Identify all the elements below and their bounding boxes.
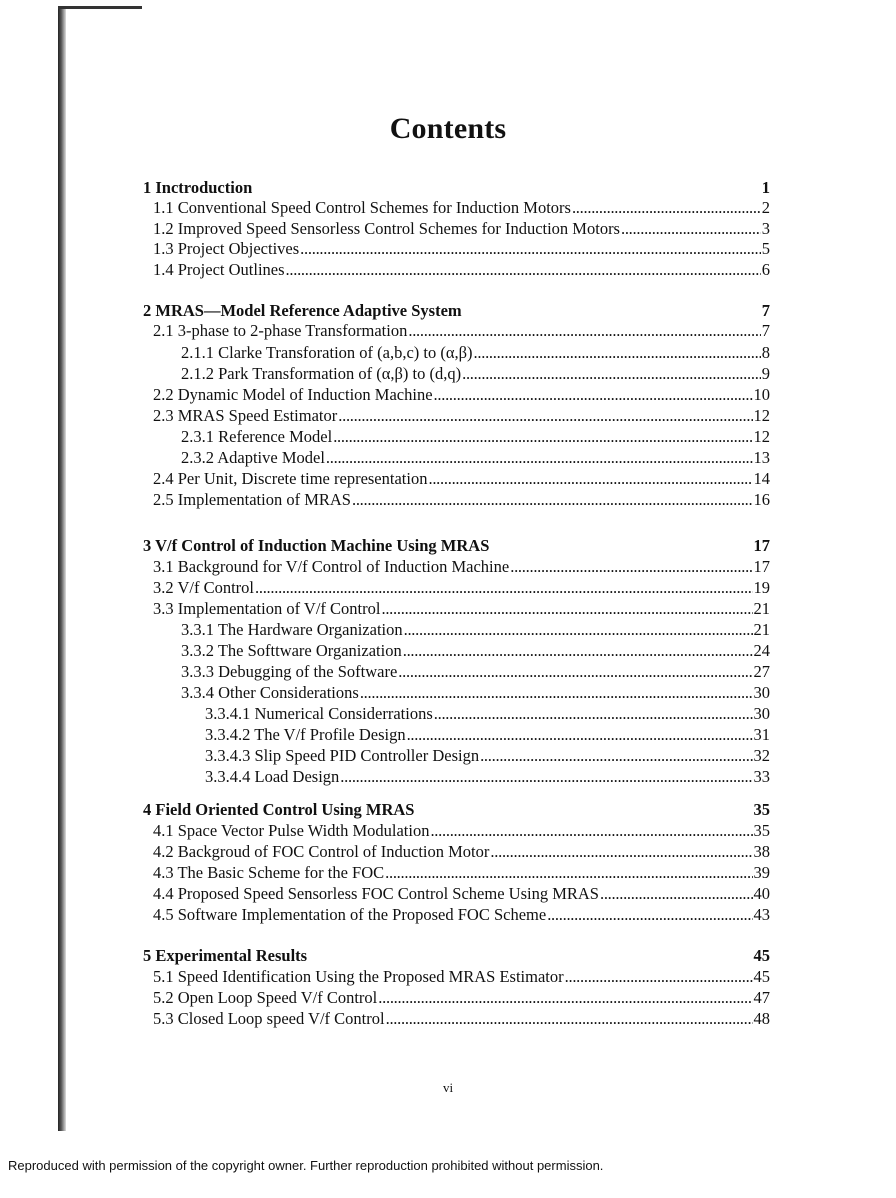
- toc-leader-dots: [378, 988, 752, 1008]
- toc-entry-label: 5 Experimental Results: [143, 946, 308, 965]
- toc-entry-page: 40: [753, 884, 770, 903]
- toc-leader-dots: [385, 863, 752, 883]
- toc-entry-page: 35: [753, 821, 770, 840]
- toc-leader-dots: [338, 406, 752, 426]
- toc-leader-dots: [480, 746, 752, 766]
- toc-entry: [205, 725, 770, 745]
- toc-entry-label: 2.2 Dynamic Model of Induction Machine: [153, 385, 433, 404]
- toc-entry-page: 17: [753, 536, 770, 555]
- toc-entry-label: 4.4 Proposed Speed Sensorless FOC Control Scheme Using MRAS: [153, 884, 599, 903]
- toc-entry-label: 2 MRAS—Model Reference Adaptive System: [143, 301, 462, 320]
- toc-entry-label: 2.1 3-phase to 2-phase Transformation: [153, 321, 408, 340]
- toc-entry-label: 2.1.1 Clarke Transforation of (a,b,c) to (α,β): [181, 343, 473, 362]
- toc-leader-dots: [434, 385, 753, 405]
- toc-entry-label: 5.2 Open Loop Speed V/f Control: [153, 988, 378, 1007]
- toc-leader-dots: [386, 1009, 753, 1029]
- toc-entry-label: 4.2 Backgroud of FOC Control of Induction Motor: [153, 842, 490, 861]
- toc-entry-page: 30: [753, 704, 770, 723]
- toc-entry: [153, 219, 770, 239]
- toc-leader-dots: [403, 641, 753, 661]
- toc-entry: [153, 557, 770, 577]
- toc-entry-page: 3: [761, 219, 770, 238]
- toc-leader-dots: [462, 364, 761, 384]
- toc-leader-dots: [300, 239, 761, 259]
- toc-entry: [181, 364, 770, 384]
- toc-entry-label: 2.3.1 Reference Model: [181, 427, 333, 446]
- toc-entry-label: 4.5 Software Implementation of the Proposed FOC Scheme: [153, 905, 547, 924]
- toc-leader-dots: [340, 767, 752, 787]
- toc-leader-dots: [407, 725, 753, 745]
- toc-entry-page: 30: [753, 683, 770, 702]
- toc-entry-page: 43: [753, 905, 770, 924]
- toc-entry-page: 9: [761, 364, 770, 383]
- toc-entry-page: 12: [753, 406, 770, 425]
- toc-entry-page: 39: [753, 863, 770, 882]
- toc-leader-dots: [333, 427, 752, 447]
- toc-entry-label: 1.4 Project Outlines: [153, 260, 285, 279]
- toc-entry-page: 31: [753, 725, 770, 744]
- toc-chapter: [143, 301, 770, 321]
- toc-entry-label: 3.1 Background for V/f Control of Induction Machine: [153, 557, 510, 576]
- toc-entry-page: 21: [753, 620, 770, 639]
- toc-entry: [205, 746, 770, 766]
- toc-entry: [181, 641, 770, 661]
- toc-leader-dots: [510, 557, 752, 577]
- toc-entry: [153, 884, 770, 904]
- toc-entry-label: 3.3.4.4 Load Design: [205, 767, 340, 786]
- toc-entry-page: 33: [753, 767, 770, 786]
- toc-entry-label: 4.3 The Basic Scheme for the FOC: [153, 863, 385, 882]
- toc-entry-label: 3.3.4.3 Slip Speed PID Controller Design: [205, 746, 480, 765]
- toc-entry-page: 19: [753, 578, 770, 597]
- toc-entry: [153, 260, 770, 280]
- toc-entry-page: 24: [753, 641, 770, 660]
- toc-entry-label: 1.3 Project Objectives: [153, 239, 300, 258]
- toc-leader-dots: [565, 967, 753, 987]
- toc-leader-dots: [360, 683, 753, 703]
- toc-chapter: [143, 178, 770, 198]
- toc-entry-label: 2.4 Per Unit, Discrete time representation: [153, 469, 428, 488]
- toc-entry-page: 8: [761, 343, 770, 362]
- toc-entry-page: 32: [753, 746, 770, 765]
- toc-entry: [181, 427, 770, 447]
- toc-leader-dots: [572, 198, 761, 218]
- toc-entry-label: 3.3.1 The Hardware Organization: [181, 620, 403, 639]
- toc-entry-page: 35: [753, 800, 770, 819]
- toc-entry: [153, 821, 770, 841]
- toc-entry: [153, 967, 770, 987]
- toc-leader-dots: [600, 884, 753, 904]
- toc-entry: [153, 321, 770, 341]
- toc-chapter: [143, 946, 770, 966]
- toc-leader-dots: [474, 343, 761, 363]
- toc-leader-dots: [547, 905, 752, 925]
- toc-leader-dots: [428, 469, 752, 489]
- page-number: vi: [442, 1080, 454, 1095]
- toc-entry-page: 45: [753, 967, 770, 986]
- toc-entry: [153, 239, 770, 259]
- toc-leader-dots: [255, 578, 753, 598]
- toc-entry-page: 27: [753, 662, 770, 681]
- toc-entry-label: 1.1 Conventional Speed Control Schemes for Induction Motors: [153, 198, 571, 217]
- toc-leader-dots: [408, 321, 760, 341]
- toc-entry-label: 5.1 Speed Identification Using the Proposed MRAS Estimator: [153, 967, 564, 986]
- toc-leader-dots: [398, 662, 752, 682]
- toc-entry: [153, 1009, 770, 1029]
- toc-entry: [153, 385, 770, 405]
- toc-entry: [153, 406, 770, 426]
- toc-leader-dots: [430, 821, 752, 841]
- toc-entry: [153, 578, 770, 598]
- toc-entry-label: 3.3 Implementation of V/f Control: [153, 599, 381, 618]
- toc-entry-page: 7: [761, 301, 770, 320]
- toc-entry-page: 13: [753, 448, 770, 467]
- toc-leader-dots: [286, 260, 761, 280]
- toc-entry: [153, 469, 770, 489]
- toc-entry: [153, 842, 770, 862]
- toc-entry-page: 16: [753, 490, 770, 509]
- toc-leader-dots: [434, 704, 753, 724]
- toc-entry-page: 47: [753, 988, 770, 1007]
- toc-entry: [181, 620, 770, 640]
- toc-entry: [205, 767, 770, 787]
- copyright-footer: Reproduced with permission of the copyright owner. Further reproduction prohibited without permission.: [8, 1158, 604, 1173]
- toc-entry: [181, 662, 770, 682]
- toc-leader-dots: [404, 620, 753, 640]
- toc-entry: [181, 683, 770, 703]
- toc-leader-dots: [326, 448, 753, 468]
- toc-entry-label: 4 Field Oriented Control Using MRAS: [143, 800, 415, 819]
- toc-entry-page: 14: [753, 469, 770, 488]
- toc-chapter: [143, 800, 770, 820]
- toc-entry-page: 45: [753, 946, 770, 965]
- toc-entry-label: 3.3.3 Debugging of the Software: [181, 662, 398, 681]
- toc-entry-page: 38: [753, 842, 770, 861]
- toc-entry: [153, 905, 770, 925]
- toc-entry-label: 2.1.2 Park Transformation of (α,β) to (d,q): [181, 364, 462, 383]
- toc-entry: [205, 704, 770, 724]
- toc-leader-dots: [621, 219, 761, 239]
- toc-leader-dots: [352, 490, 753, 510]
- toc-entry-label: 2.3.2 Adaptive Model: [181, 448, 325, 467]
- toc-entry-label: 3.2 V/f Control: [153, 578, 254, 597]
- page-title: Contents: [389, 112, 507, 145]
- toc-chapter: [143, 536, 770, 556]
- toc-entry-page: 12: [753, 427, 770, 446]
- toc-leader-dots: [490, 842, 752, 862]
- toc-entry: [181, 343, 770, 363]
- toc-entry-label: 3.3.4.1 Numerical Considerrations: [205, 704, 433, 723]
- toc-leader-dots: [381, 599, 752, 619]
- toc-entry-page: 48: [753, 1009, 770, 1028]
- toc-entry-label: 3.3.4.2 The V/f Profile Design: [205, 725, 406, 744]
- toc-entry-label: 3 V/f Control of Induction Machine Using MRAS: [143, 536, 490, 555]
- toc-entry-label: 1.2 Improved Speed Sensorless Control Schemes for Induction Motors: [153, 219, 620, 238]
- toc-entry-page: 7: [761, 321, 770, 340]
- toc-entry: [153, 599, 770, 619]
- toc-entry: [153, 863, 770, 883]
- toc-entry-page: 2: [761, 198, 770, 217]
- toc-entry-page: 6: [761, 260, 770, 279]
- toc-entry-page: 17: [753, 557, 770, 576]
- toc-entry-label: 5.3 Closed Loop speed V/f Control: [153, 1009, 385, 1028]
- toc-entry-page: 21: [753, 599, 770, 618]
- toc-entry-label: 3.3.2 The Softtware Organization: [181, 641, 402, 660]
- toc-entry: [153, 198, 770, 218]
- toc-entry-page: 10: [753, 385, 770, 404]
- toc-entry-label: 2.3 MRAS Speed Estimator: [153, 406, 338, 425]
- toc-entry: [153, 490, 770, 510]
- toc-entry-page: 1: [761, 178, 770, 197]
- toc-entry-label: 1 Inctroduction: [143, 178, 253, 197]
- toc-entry: [153, 988, 770, 1008]
- toc-entry-label: 3.3.4 Other Considerations: [181, 683, 359, 702]
- toc-entry-page: 5: [761, 239, 770, 258]
- toc-entry-label: 4.1 Space Vector Pulse Width Modulation: [153, 821, 430, 840]
- toc-entry: [181, 448, 770, 468]
- toc-entry-label: 2.5 Implementation of MRAS: [153, 490, 351, 509]
